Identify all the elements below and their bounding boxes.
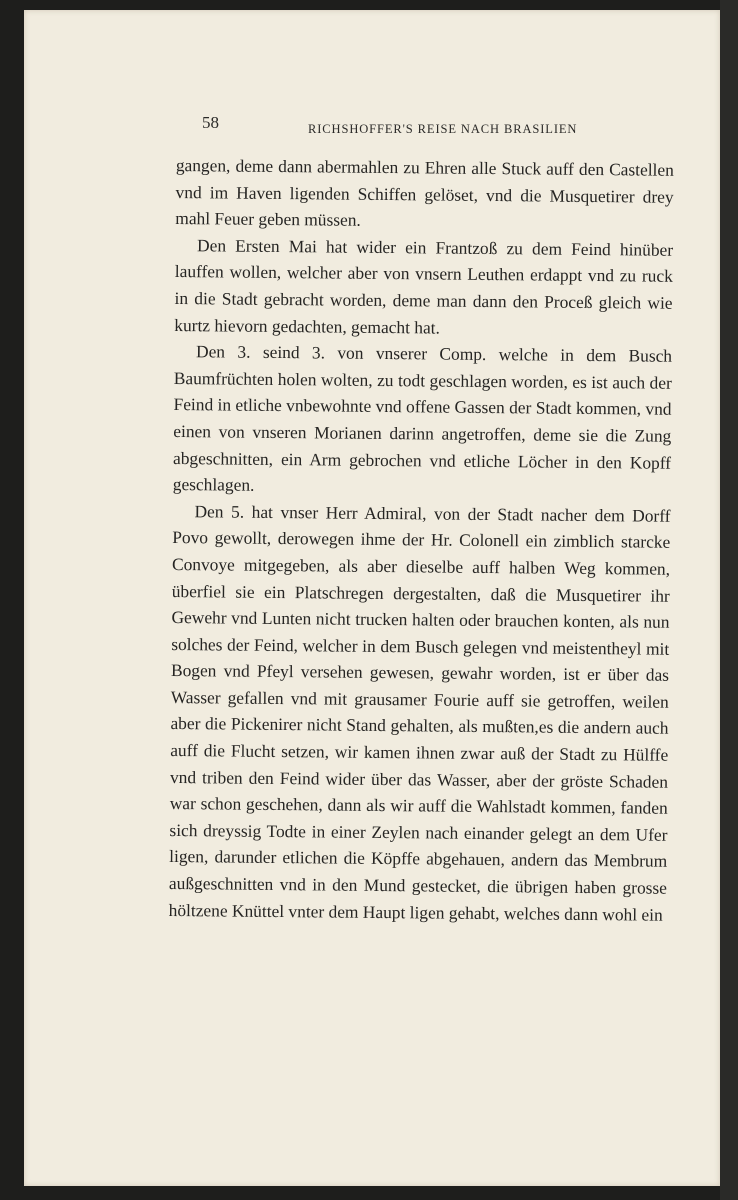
paragraph: Den 5. hat vnser Herr Admiral, von der Stadt nacher dem Dorff Povo gewollt, derowegen ihme der Hr. Colonell ein zimblich starcke Convoye mitgegeben, als aber dieselbe auff halben Weg kommen, überfiel sie ein Platschregen dergestalten, daß die Musquetirer ihr Gewehr vnd Lunten nicht trucken halten oder brauchen konten, als nun solches der Feind, welcher in dem Busch gelegen vnd meistentheyl mit Bogen vnd Pfeyl versehen gewesen, gewahr worden, ist er über das Wasser gefallen vnd mit grausamer Fourie auff sie getroffen, weilen aber die Pickenirer nicht Stand gehalten, als mußten,es die andern auch auff die Flucht setzen, wir kamen ihnen zwar auß der Stadt zu Hülffe vnd triben den Feind wider über das Wasser, aber der gröste Schaden war schon geschehen, dann als wir auff die Wahlstadt kommen, fanden sich dreyssig Todte in einer Zeylen nach einander gelegt an dem Ufer ligen, darunder etlichen die Köpffe abgehauen, andern das Membrum außgeschnitten vnd in den Mund gestecket, die übrigen haben grosse höltzene Knüttel vnter dem Haupt ligen gehabt, welches dann wohl ein [168,500,671,925]
paragraph: Den 3. seind 3. von vnserer Comp. welche in dem Busch Baumfrüchten holen wolten, zu todt geschlagen worden, es ist auch der Feind in etliche vnbewohnte vnd offene Gassen der Stadt kommen, vnd einen von vnseren Morianen darinn angetroffen, deme sie die Zung abgeschnitten, ein Arm gebrochen vnd etliche Löcher in den Kopff geschlagen. [172,341,673,495]
paragraph: Den Ersten Mai hat wider ein Frantzoß zu dem Feind hinüber lauffen wollen, welcher aber von vnsern Leuthen erdappt vnd zu ruck in die Stadt gebracht worden, deme man dann den Proceß gleich wie kurtz hievorn gedachten, gemacht hat. [174,234,674,338]
paragraph: gangen, deme dann abermahlen zu Ehren alle Stuck auff den Castellen vnd im Haven ligenden Schiffen gelöset, vnd die Musquetirer drey mahl Feuer geben müssen. [175,154,674,230]
body-text [169,152,674,928]
running-title: RICHSHOFFER'S REISE NACH BRASILIEN [308,122,578,136]
page-number: 58 [202,113,219,132]
scan-edge [720,0,738,1200]
